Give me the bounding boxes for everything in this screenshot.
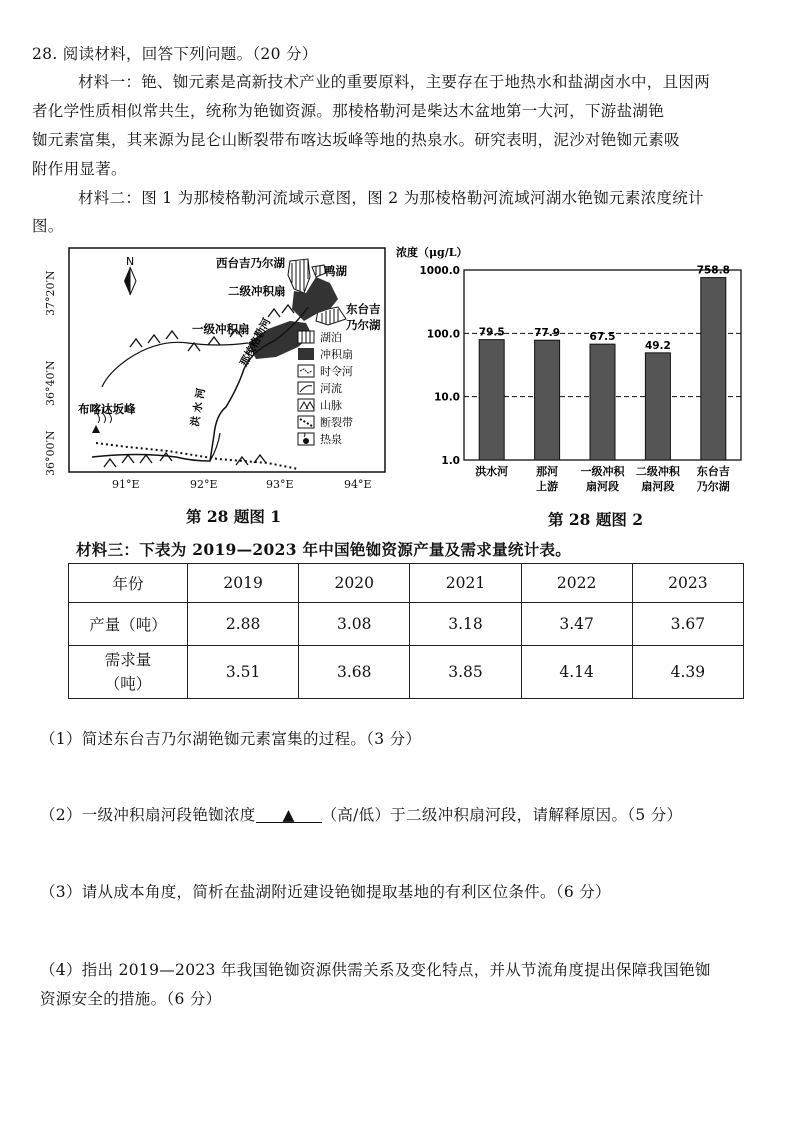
- material1-line-1: 材料一：铯、铷元素是高新技术产业的重要原料，主要存在于地热水和盐湖卤水中，且因两: [78, 73, 711, 91]
- question-1: （1）简述东台吉乃尔湖铯铷元素富集的过程。（3 分）: [40, 730, 422, 748]
- chart-data-label: 49.2: [644, 339, 671, 352]
- table-cell: 4.14: [521, 646, 632, 699]
- table-header-cell: 2023: [632, 564, 743, 603]
- chart-category-label: 乃尔湖: [696, 480, 730, 493]
- legend-lake-label: 湖泊: [320, 331, 342, 344]
- chart-category-label: 二级冲积: [635, 465, 680, 478]
- table-header-cell: 2019: [188, 564, 299, 603]
- table-cell: 3.51: [188, 646, 299, 699]
- main-river-label: 那棱格勒河: [238, 316, 274, 369]
- chart-bar: [535, 340, 560, 460]
- hongshui-river-label: 洪 水 河: [189, 387, 208, 428]
- legend-fan-label: 冲积扇: [320, 348, 353, 361]
- table-cell: 3.18: [410, 603, 521, 646]
- table-cell: 3.08: [299, 603, 410, 646]
- demand-label-line1: 需求量: [104, 651, 152, 669]
- chart-data-label: 758.8: [696, 264, 730, 277]
- stats-table: [68, 563, 744, 699]
- fan2-label: 二级冲积扇: [228, 284, 286, 298]
- question-2: [40, 803, 682, 825]
- chart-bar: [701, 278, 726, 460]
- west-lake-label: 西台吉乃尔湖: [216, 256, 285, 270]
- map-svg: [68, 247, 386, 473]
- chart-category-label: 扇河段: [641, 480, 675, 493]
- legend-mountain-label: 山脉: [320, 399, 342, 412]
- chart-category-label: 扇河段: [586, 480, 619, 493]
- table-cell: 3.68: [299, 646, 410, 699]
- question-2-after: （高/低）于二级冲积扇河段，请解释原因。（5 分）: [321, 806, 683, 824]
- legend-seasonal-label: 时令河: [320, 365, 353, 378]
- chart-svg: [396, 246, 756, 498]
- chart-category-label: 上游: [536, 480, 559, 493]
- table-cell: 3.47: [521, 603, 632, 646]
- chart-category-label: 那河: [536, 465, 559, 478]
- chart-bar: [590, 344, 615, 460]
- question-3: （3）请从成本角度，简析在盐湖附近建设铯铷提取基地的有利区位条件。（6 分）: [40, 883, 611, 901]
- chart-ytick-label: 1000.0: [419, 265, 460, 277]
- question-4-line-2: 资源安全的措施。（6 分）: [40, 990, 222, 1008]
- table-cell: 3.85: [410, 646, 521, 699]
- legend-river-label: 河流: [320, 382, 342, 395]
- lat-label-3: 36°00′N: [44, 430, 57, 476]
- legend-fan-swatch: [298, 348, 314, 360]
- peak-label: 布喀达坂峰: [78, 402, 136, 416]
- question-4-line-1: （4）指出 2019—2023 年我国铯铷资源供需关系及变化特点，并从节流角度提出保障我国铯铷: [40, 961, 711, 979]
- ya-lake-label: 鸭湖: [324, 264, 347, 278]
- lat-label-1: 37°20′N: [44, 270, 57, 316]
- table-cell: 2.88: [188, 603, 299, 646]
- table-header-cell: 2021: [410, 564, 521, 603]
- demand-label: [69, 646, 188, 699]
- answer-blank[interactable]: ▲: [256, 808, 322, 823]
- material2-line-1: 材料二：图 1 为那棱格勒河流域示意图，图 2 为那棱格勒河流域河湖水铯铷元素浓度统计: [78, 189, 704, 207]
- material2-line-2: 图。: [32, 217, 64, 235]
- table-header-cell: 2020: [299, 564, 410, 603]
- material1-line-3: 铷元素富集，其来源为昆仑山断裂带布喀达坂峰等地的热泉水。研究表明，泥沙对铯铷元素吸: [32, 131, 680, 149]
- chart-data-label: 67.5: [589, 331, 616, 344]
- table-row-demand: [69, 646, 744, 699]
- question-2-before: （2）一级冲积扇河段铯铷浓度: [40, 806, 256, 824]
- figure2-chart: [396, 246, 756, 498]
- chart-category-label: 一级冲积: [580, 465, 625, 478]
- demand-label-line2: （吨）: [104, 675, 152, 693]
- table-row-production: [69, 603, 744, 646]
- lon-label-2: 92°E: [190, 478, 218, 491]
- table-header-cell: 2022: [521, 564, 632, 603]
- chart-category-label: 东台吉: [696, 465, 730, 478]
- material3-text: 材料三：下表为 2019—2023 年中国铯铷资源产量及需求量统计表。: [76, 540, 572, 559]
- figure1-map: [68, 247, 386, 473]
- lon-label-1: 91°E: [112, 478, 140, 491]
- figure1-caption: 第 28 题图 1: [186, 507, 282, 526]
- table-cell: 3.67: [632, 603, 743, 646]
- east-lake-label-1: 东台吉: [346, 302, 381, 316]
- material1-line-2: 者化学性质相似常共生，统称为铯铷资源。那棱格勒河是柴达木盆地第一大河，下游盐湖铯: [32, 102, 665, 120]
- table-header-row: [69, 564, 744, 603]
- lat-label-2: 36°40′N: [44, 360, 57, 406]
- north-label: N: [126, 255, 135, 268]
- fan1-label: 一级冲积扇: [192, 322, 250, 336]
- east-lake-label-2: 乃尔湖: [346, 318, 381, 332]
- chart-ytick-label: 10.0: [434, 391, 460, 404]
- lon-label-3: 93°E: [266, 478, 294, 491]
- material1-line-4: 附作用显著。: [32, 160, 127, 178]
- chart-data-label: 79.5: [478, 326, 505, 339]
- chart-ylabel: 浓度（μg/L）: [396, 246, 468, 259]
- chart-bar: [479, 340, 504, 460]
- chart-ytick-label: 100.0: [426, 328, 460, 341]
- figure2-caption: 第 28 题图 2: [548, 510, 644, 529]
- chart-category-label: 洪水河: [475, 465, 509, 478]
- production-label: 产量（吨）: [69, 603, 188, 646]
- lon-label-4: 94°E: [344, 478, 372, 491]
- legend-spring-label: 热泉: [320, 433, 342, 446]
- chart-data-label: 77.9: [534, 327, 561, 340]
- chart-bar: [645, 353, 670, 460]
- table-cell: 4.39: [632, 646, 743, 699]
- table-header-cell: 年份: [69, 564, 188, 603]
- chart-ytick-label: 1.0: [441, 455, 460, 467]
- legend-fault-label: 断裂带: [320, 416, 353, 429]
- question-header: 28. 阅读材料，回答下列问题。（20 分）: [32, 45, 318, 63]
